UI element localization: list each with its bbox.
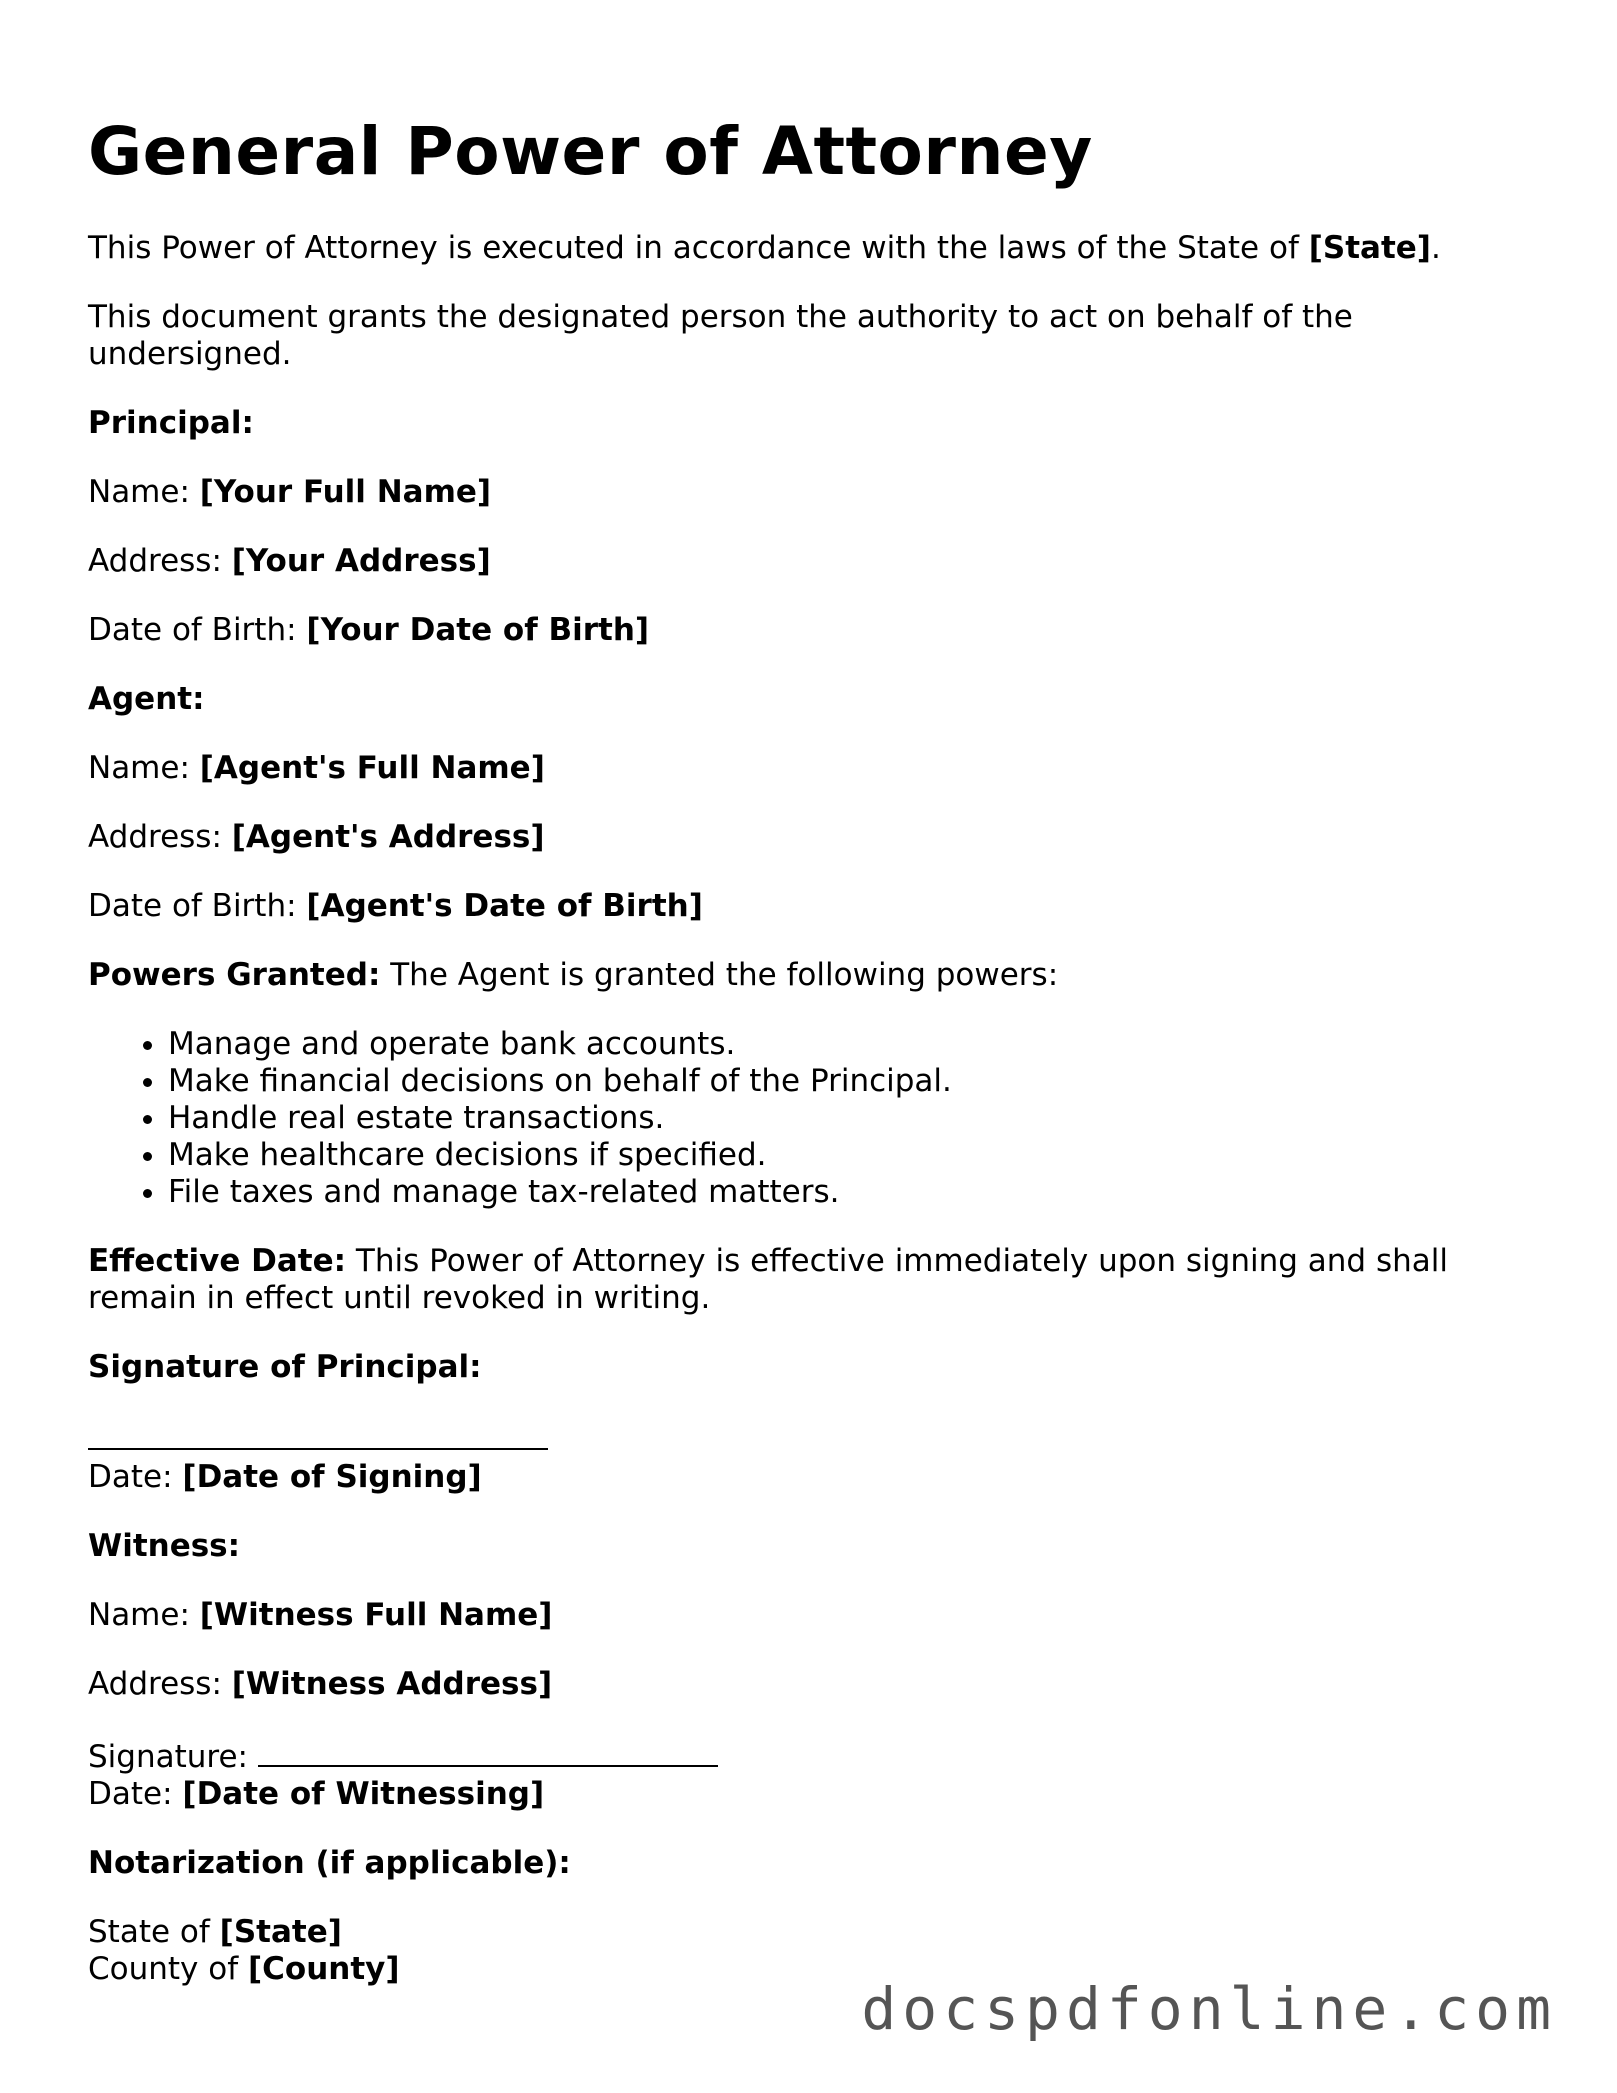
principal-name-label: Name: — [88, 474, 200, 510]
effective-heading: Effective Date: — [88, 1243, 347, 1279]
list-item: • Handle real estate transactions. — [168, 1100, 1528, 1137]
watermark: docspdfonline.com — [861, 1975, 1557, 2043]
document-body — [88, 230, 1528, 2020]
agent-dob-value: [Agent's Date of Birth] — [306, 888, 703, 924]
signature-date-value: [Date of Signing] — [182, 1459, 482, 1495]
agent-name-value: [Agent's Full Name] — [199, 750, 545, 786]
witness-date-label: Date: — [88, 1776, 183, 1812]
principal-heading-text: Principal: — [88, 405, 254, 441]
notary-state-label: State of — [88, 1914, 220, 1950]
notarization-heading — [88, 1845, 1528, 1882]
witness-heading-text: Witness: — [88, 1528, 241, 1564]
list-item: • Make financial decisions on behalf of the Principal. — [168, 1063, 1528, 1100]
signature-block — [88, 1418, 1528, 1496]
notarization-heading-text: Notarization (if applicable): — [88, 1845, 571, 1881]
witness-name-label: Name: — [88, 1597, 200, 1633]
powers-list — [88, 1026, 1528, 1211]
witness-date-value: [Date of Witnessing] — [182, 1776, 545, 1812]
list-item: • Manage and operate bank accounts. — [168, 1026, 1528, 1063]
witness-address — [88, 1666, 1528, 1703]
document-title: General Power of Attorney — [88, 113, 1093, 190]
notary-county-value: [County] — [248, 1951, 400, 1987]
grant-clause: This document grants the designated person the authority to act on behalf of the undersigned. — [88, 299, 1353, 372]
state-placeholder: [State] — [1308, 230, 1431, 266]
principal-dob-value: [Your Date of Birth] — [306, 612, 650, 648]
principal-address-label: Address: — [88, 543, 232, 579]
effective-clause — [88, 1243, 1528, 1317]
state-clause-text: This Power of Attorney is executed in accordance with the laws of the State of — [88, 230, 1309, 266]
agent-dob — [88, 888, 1528, 925]
principal-address-value: [Your Address] — [231, 543, 491, 579]
principal-name-value: [Your Full Name] — [199, 474, 492, 510]
list-item: • File taxes and manage tax-related matters. — [168, 1174, 1528, 1211]
witness-address-label: Address: — [88, 1666, 232, 1702]
agent-address-label: Address: — [88, 819, 232, 855]
signature-heading-text: Signature of Principal: — [88, 1349, 482, 1385]
powers-heading: Powers Granted: — [88, 957, 381, 993]
agent-dob-label: Date of Birth: — [88, 888, 307, 924]
list-item: • Make healthcare decisions if specified. — [168, 1137, 1528, 1174]
principal-address — [88, 543, 1528, 580]
witness-heading — [88, 1528, 1528, 1565]
agent-name-label: Name: — [88, 750, 200, 786]
notary-state-value: [State] — [219, 1914, 342, 1950]
powers-intro — [88, 957, 1528, 994]
state-clause — [88, 230, 1528, 267]
agent-name — [88, 750, 1528, 787]
witness-signature-line[interactable] — [258, 1735, 718, 1767]
principal-name — [88, 474, 1528, 511]
principal-heading — [88, 405, 1528, 442]
witness-signature-label: Signature: — [88, 1739, 258, 1775]
witness-address-value: [Witness Address] — [231, 1666, 553, 1702]
state-clause-suffix: . — [1430, 230, 1441, 266]
agent-address — [88, 819, 1528, 856]
agent-heading — [88, 681, 1528, 718]
witness-signature-block — [88, 1735, 1528, 1813]
principal-dob — [88, 612, 1528, 649]
agent-heading-text: Agent: — [88, 681, 205, 717]
agent-address-value: [Agent's Address] — [231, 819, 545, 855]
principal-signature-line[interactable] — [88, 1418, 548, 1450]
principal-dob-label: Date of Birth: — [88, 612, 307, 648]
signature-date-label: Date: — [88, 1459, 183, 1495]
signature-heading — [88, 1349, 1528, 1386]
powers-text: The Agent is granted the following powers: — [380, 957, 1059, 993]
witness-name-value: [Witness Full Name] — [199, 1597, 553, 1633]
witness-name — [88, 1597, 1528, 1634]
notary-county-label: County of — [88, 1951, 248, 1987]
effective-text: This Power of Attorney is effective immediately upon signing and shall remain in effect until revoked in writing. — [88, 1243, 1448, 1316]
